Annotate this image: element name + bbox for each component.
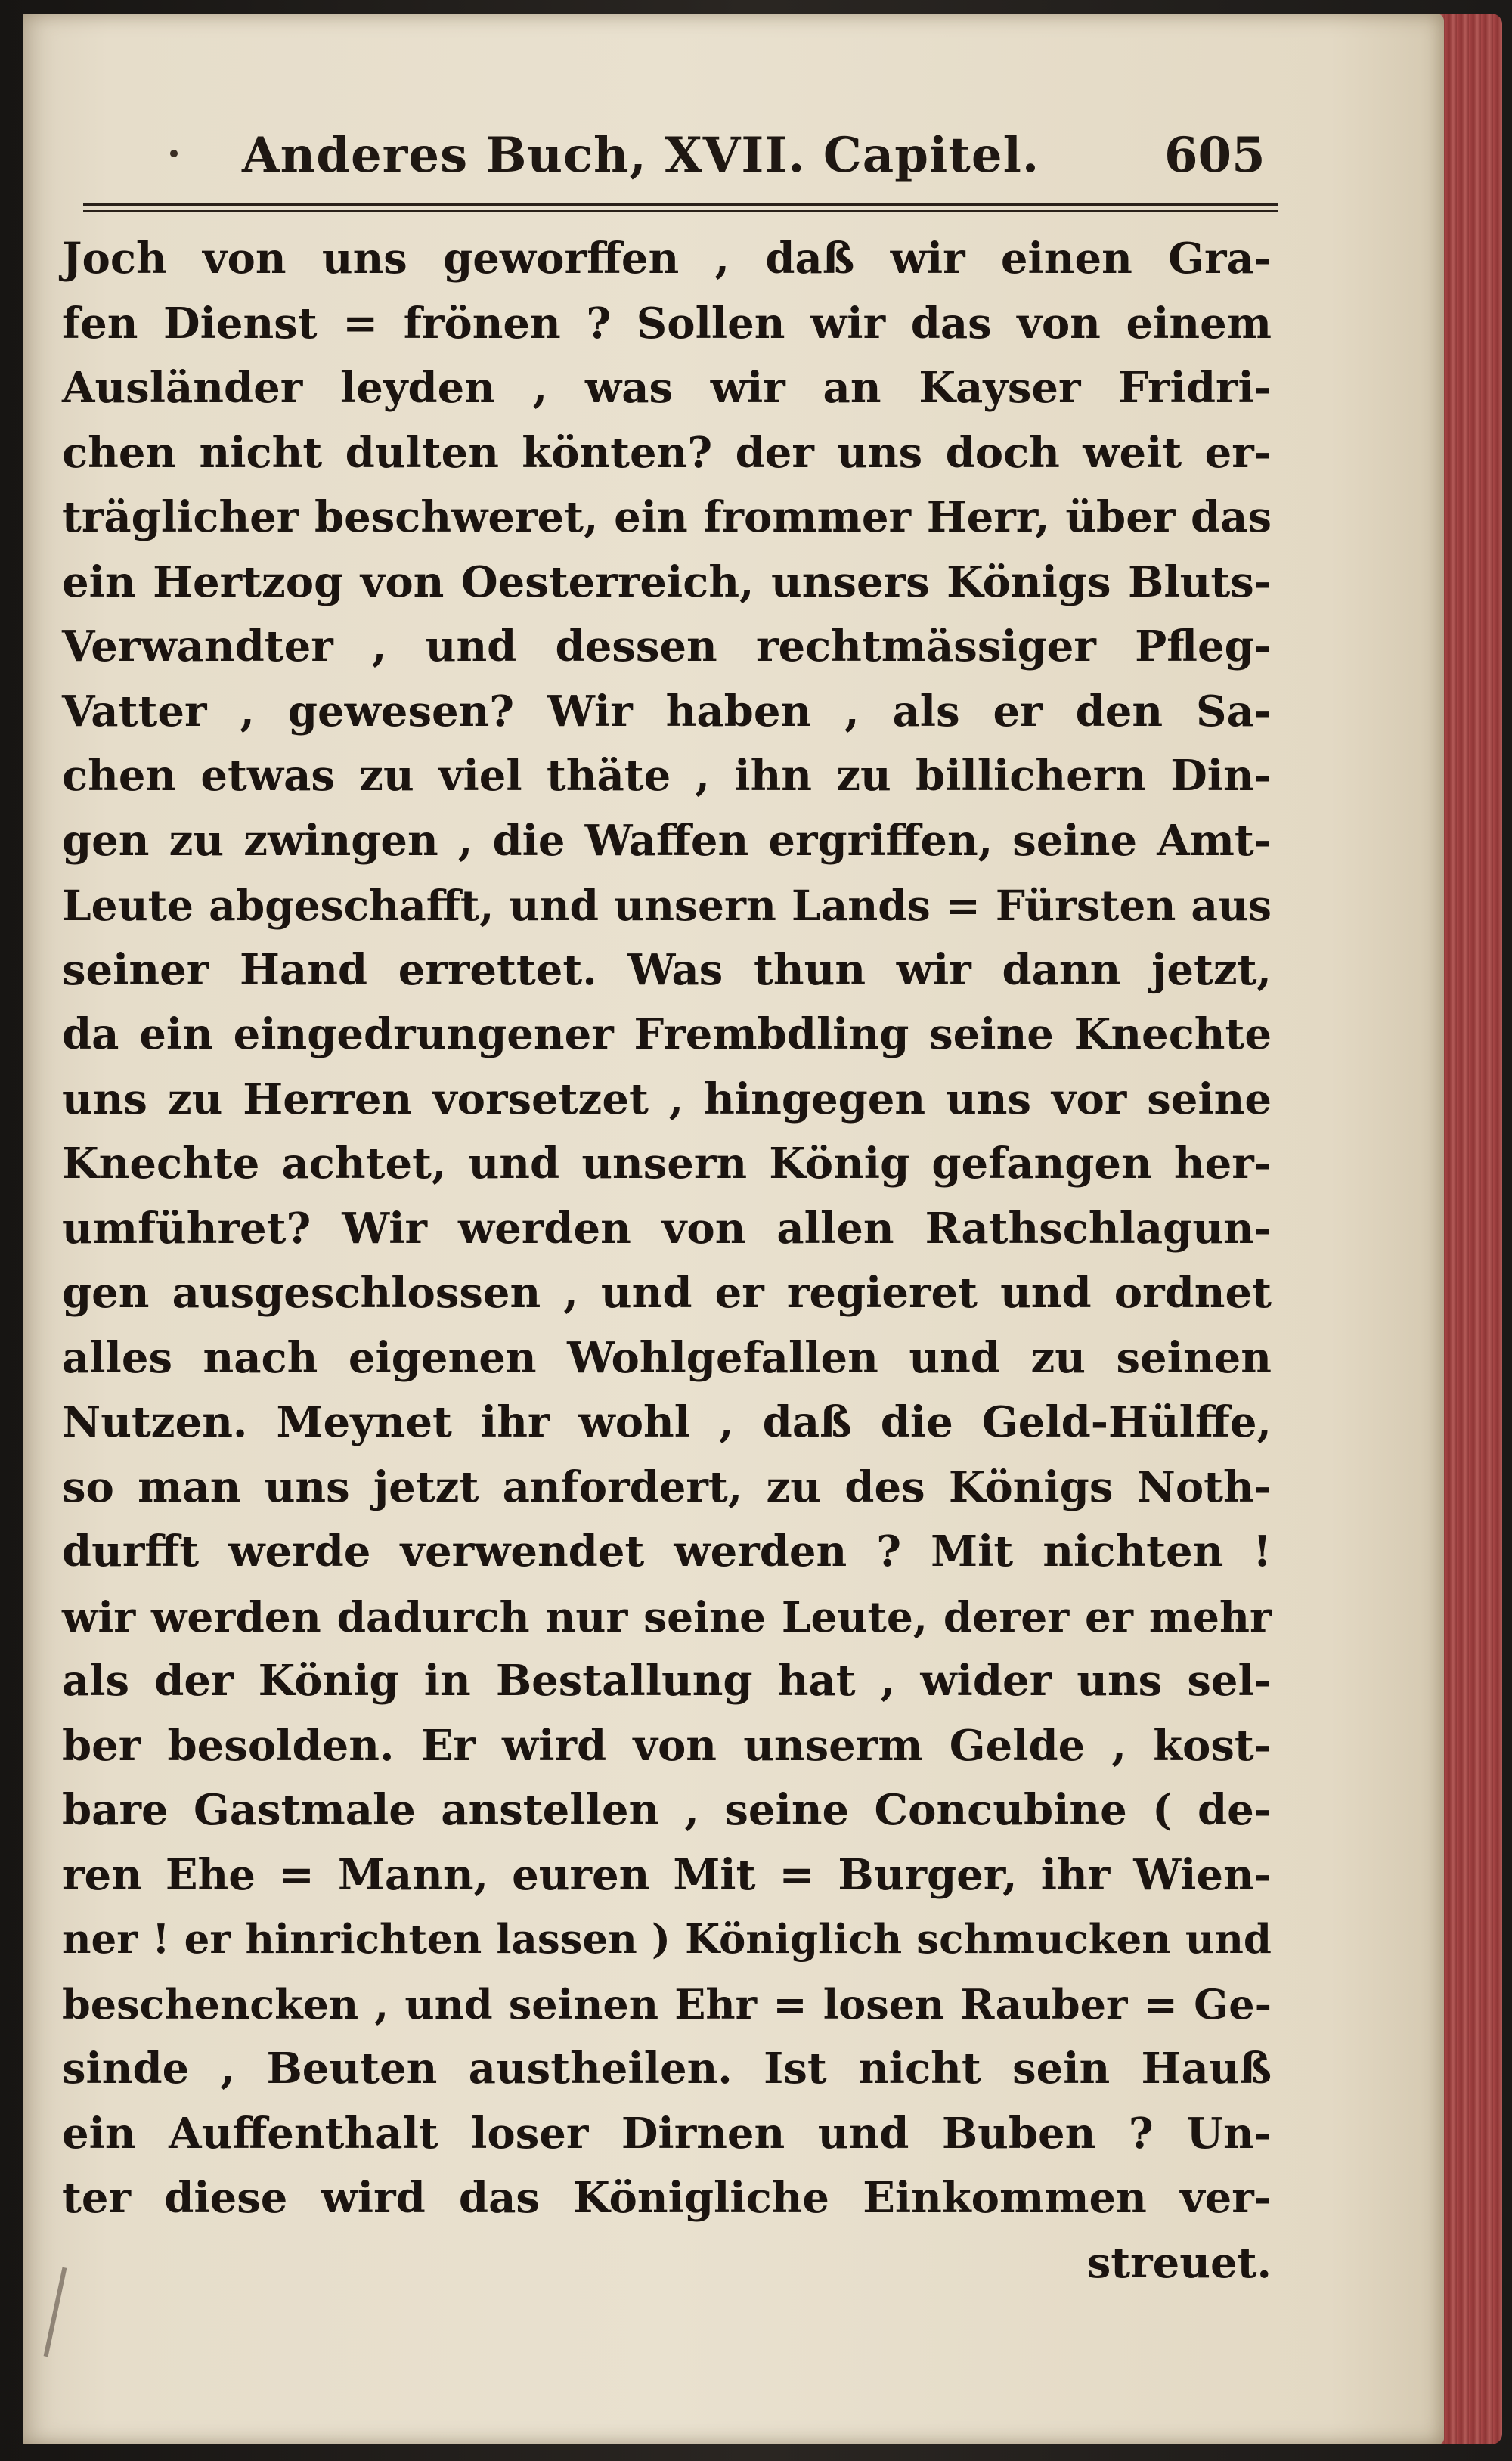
text-line: Nutzen. Meynet ihr wohl , daß die Geld-Hülffe,: [62, 1397, 1272, 1447]
text-line: seiner Hand errettet. Was thun wir dann jetzt,: [62, 944, 1272, 995]
header-rule: [83, 203, 1278, 206]
text-line: uns zu Herren vorsetzet , hingegen uns vor seine: [62, 1074, 1272, 1124]
text-line: Joch von uns geworffen , daß wir einen Gra-: [62, 234, 1272, 284]
ink-dot: [170, 150, 178, 157]
text-line: gen zu zwingen , die Waffen ergriffen, seine Amt-: [62, 815, 1272, 866]
ink-stroke-mark: [44, 2267, 67, 2357]
text-line: Verwandter , und dessen rechtmässiger Pfleg-: [62, 621, 1272, 671]
text-line: umführet? Wir werden von allen Rathschlagun-: [62, 1203, 1272, 1254]
text-line: wir werden dadurch nur seine Leute, derer er mehr: [62, 1592, 1272, 1641]
text-line: beschencken , und seinen Ehr = losen Rauber = Ge-: [62, 1979, 1272, 2029]
text-line: Knechte achtet, und unsern König gefangen her-: [62, 1139, 1272, 1189]
text-line: gen ausgeschlossen , und er regieret und ordnet: [62, 1268, 1272, 1318]
book-page: [23, 14, 1444, 2444]
body-text: [62, 227, 1272, 2295]
text-line: ren Ehe = Mann, euren Mit = Burger, ihr Wien-: [62, 1849, 1272, 1900]
running-header: [242, 127, 1266, 195]
text-line: ter diese wird das Königliche Einkommen ver-: [62, 2173, 1272, 2223]
text-line: sinde , Beuten austheilen. Ist nicht sein Hauß: [62, 2044, 1272, 2094]
text-line: chen etwas zu viel thäte , ihn zu billichern Din-: [62, 751, 1272, 801]
text-line: chen nicht dulten könten? der uns doch weit er-: [62, 427, 1272, 478]
text-line: so man uns jetzt anfordert, zu des Königs Noth-: [62, 1461, 1272, 1512]
text-line: da ein eingedrungener Frembdling seine Knechte: [62, 1009, 1272, 1059]
header-rule-double: [83, 210, 1278, 212]
text-line: träglicher beschweret, ein frommer Herr, über das: [62, 492, 1272, 542]
text-line-final: streuet.: [1086, 2237, 1272, 2288]
text-line: ein Auffenthalt loser Dirnen und Buben ? Un-: [62, 2108, 1272, 2159]
page-number: 605: [1164, 127, 1266, 184]
text-line: ber besolden. Er wird von unserm Gelde , kost-: [62, 1720, 1272, 1771]
text-line: fen Dienst = frönen ? Sollen wir das von einem: [62, 298, 1272, 349]
text-line: als der König in Bestallung hat , wider uns sel-: [62, 1656, 1272, 1706]
text-line: durfft werde verwendet werden ? Mit nichten !: [62, 1527, 1272, 1576]
text-line: ein Hertzog von Oesterreich, unsers Königs Bluts-: [62, 556, 1272, 607]
text-line: Ausländer leyden , was wir an Kayser Fridri-: [62, 363, 1272, 413]
text-line: alles nach eigenen Wohlgefallen und zu seinen: [62, 1332, 1272, 1383]
text-line: Vatter , gewesen? Wir haben , als er den Sa-: [62, 686, 1272, 736]
text-line: ner ! er hinrichten lassen ) Königlich schmucken und: [62, 1916, 1272, 1963]
text-line: Leute abgeschafft, und unsern Lands = Fürsten aus: [62, 881, 1272, 930]
text-line: bare Gastmale anstellen , seine Concubine ( de-: [62, 1785, 1272, 1835]
running-title: Anderes Buch, XVII. Capitel.: [242, 127, 1040, 184]
